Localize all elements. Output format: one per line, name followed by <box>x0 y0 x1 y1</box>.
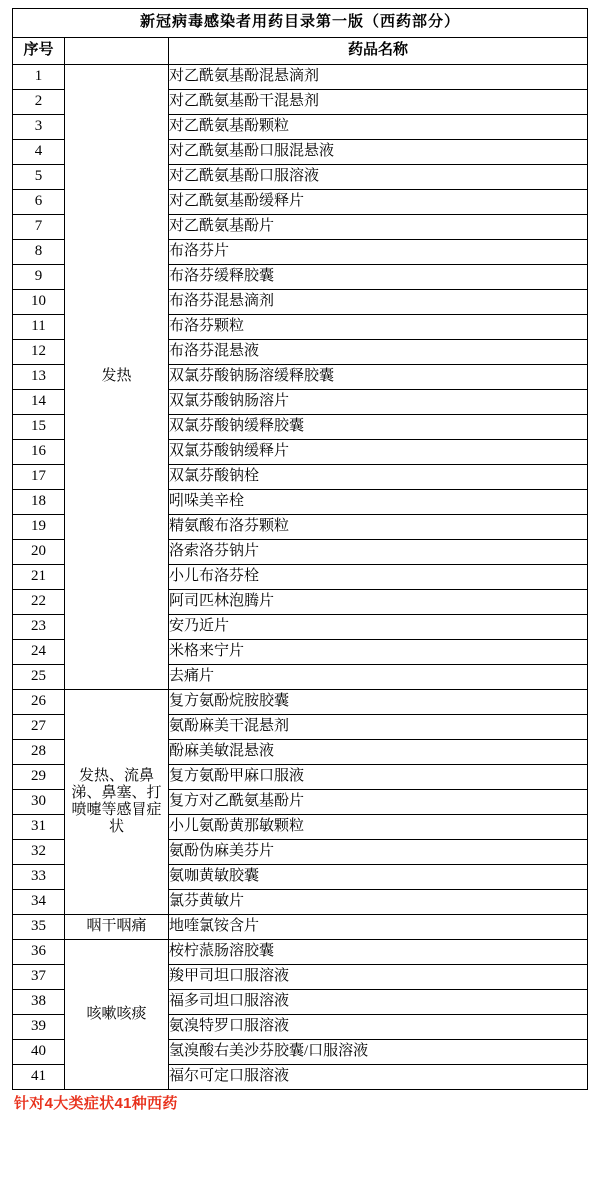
cell-row-number: 24 <box>13 640 65 665</box>
cell-row-number: 25 <box>13 665 65 690</box>
cell-drug-name: 氨酚伪麻美芬片 <box>169 840 588 865</box>
cell-drug-name: 吲哚美辛栓 <box>169 490 588 515</box>
cell-drug-name: 酚麻美敏混悬液 <box>169 740 588 765</box>
cell-category: 发热、流鼻涕、鼻塞、打喷嚏等感冒症状 <box>65 690 169 915</box>
cell-row-number: 22 <box>13 590 65 615</box>
table-row <box>13 915 588 940</box>
cell-row-number: 10 <box>13 290 65 315</box>
cell-drug-name: 小儿氨酚黄那敏颗粒 <box>169 815 588 840</box>
cell-drug-name: 双氯芬酸钠缓释片 <box>169 440 588 465</box>
cell-drug-name: 对乙酰氨基酚颗粒 <box>169 115 588 140</box>
cell-drug-name: 氨咖黄敏胶囊 <box>169 865 588 890</box>
cell-drug-name: 阿司匹林泡腾片 <box>169 590 588 615</box>
cell-drug-name: 布洛芬颗粒 <box>169 315 588 340</box>
cell-row-number: 28 <box>13 740 65 765</box>
cell-row-number: 23 <box>13 615 65 640</box>
header-row <box>13 38 588 65</box>
cell-drug-name: 布洛芬片 <box>169 240 588 265</box>
cell-row-number: 29 <box>13 765 65 790</box>
cell-drug-name: 对乙酰氨基酚混悬滴剂 <box>169 65 588 90</box>
table-row <box>13 690 588 715</box>
footnote: 针对4大类症状41种西药 <box>14 1095 178 1112</box>
table-body <box>13 9 588 1090</box>
cell-row-number: 19 <box>13 515 65 540</box>
table-row <box>13 940 588 965</box>
cell-drug-name: 对乙酰氨基酚缓释片 <box>169 190 588 215</box>
cell-row-number: 37 <box>13 965 65 990</box>
cell-drug-name: 布洛芬缓释胶囊 <box>169 265 588 290</box>
cell-drug-name: 精氨酸布洛芬颗粒 <box>169 515 588 540</box>
cell-row-number: 13 <box>13 365 65 390</box>
cell-row-number: 27 <box>13 715 65 740</box>
cell-row-number: 14 <box>13 390 65 415</box>
title-row <box>13 9 588 38</box>
cell-category: 咳嗽咳痰 <box>65 940 169 1090</box>
cell-drug-name: 福多司坦口服溶液 <box>169 990 588 1015</box>
cell-drug-name: 氢溴酸右美沙芬胶囊/口服溶液 <box>169 1040 588 1065</box>
cell-drug-name: 桉柠蒎肠溶胶囊 <box>169 940 588 965</box>
cell-row-number: 3 <box>13 115 65 140</box>
cell-row-number: 39 <box>13 1015 65 1040</box>
cell-drug-name: 羧甲司坦口服溶液 <box>169 965 588 990</box>
cell-row-number: 17 <box>13 465 65 490</box>
cell-row-number: 21 <box>13 565 65 590</box>
cell-row-number: 15 <box>13 415 65 440</box>
cell-row-number: 12 <box>13 340 65 365</box>
cell-drug-name: 双氯芬酸钠缓释胶囊 <box>169 415 588 440</box>
cell-row-number: 9 <box>13 265 65 290</box>
cell-row-number: 26 <box>13 690 65 715</box>
cell-row-number: 6 <box>13 190 65 215</box>
cell-row-number: 18 <box>13 490 65 515</box>
cell-row-number: 16 <box>13 440 65 465</box>
cell-row-number: 5 <box>13 165 65 190</box>
cell-row-number: 4 <box>13 140 65 165</box>
drug-catalog-table <box>12 8 588 1090</box>
cell-category: 咽干咽痛 <box>65 915 169 940</box>
cell-row-number: 36 <box>13 940 65 965</box>
cell-row-number: 34 <box>13 890 65 915</box>
cell-row-number: 40 <box>13 1040 65 1065</box>
cell-drug-name: 氨溴特罗口服溶液 <box>169 1015 588 1040</box>
cell-drug-name: 氨酚麻美干混悬剂 <box>169 715 588 740</box>
cell-drug-name: 双氯芬酸钠肠溶缓释胶囊 <box>169 365 588 390</box>
cell-category: 发热 <box>65 65 169 690</box>
cell-drug-name: 去痛片 <box>169 665 588 690</box>
cell-drug-name: 对乙酰氨基酚口服混悬液 <box>169 140 588 165</box>
cell-row-number: 7 <box>13 215 65 240</box>
cell-row-number: 32 <box>13 840 65 865</box>
cell-drug-name: 安乃近片 <box>169 615 588 640</box>
cell-row-number: 31 <box>13 815 65 840</box>
cell-row-number: 11 <box>13 315 65 340</box>
table-row <box>13 65 588 90</box>
cell-row-number: 38 <box>13 990 65 1015</box>
cell-drug-name: 复方氨酚烷胺胶囊 <box>169 690 588 715</box>
cell-drug-name: 洛索洛芬钠片 <box>169 540 588 565</box>
cell-row-number: 35 <box>13 915 65 940</box>
cell-drug-name: 小儿布洛芬栓 <box>169 565 588 590</box>
cell-row-number: 20 <box>13 540 65 565</box>
cell-drug-name: 双氯芬酸钠肠溶片 <box>169 390 588 415</box>
cell-drug-name: 对乙酰氨基酚口服溶液 <box>169 165 588 190</box>
column-header-category <box>65 38 169 65</box>
cell-row-number: 30 <box>13 790 65 815</box>
cell-drug-name: 对乙酰氨基酚干混悬剂 <box>169 90 588 115</box>
document-title: 新冠病毒感染者用药目录第一版（西药部分） <box>13 9 588 38</box>
cell-row-number: 8 <box>13 240 65 265</box>
column-header-drug-name: 药品名称 <box>169 38 588 65</box>
cell-row-number: 2 <box>13 90 65 115</box>
cell-drug-name: 氯芬黄敏片 <box>169 890 588 915</box>
cell-drug-name: 布洛芬混悬液 <box>169 340 588 365</box>
cell-drug-name: 米格来宁片 <box>169 640 588 665</box>
cell-drug-name: 双氯芬酸钠栓 <box>169 465 588 490</box>
cell-drug-name: 布洛芬混悬滴剂 <box>169 290 588 315</box>
cell-drug-name: 对乙酰氨基酚片 <box>169 215 588 240</box>
cell-row-number: 41 <box>13 1065 65 1090</box>
cell-row-number: 1 <box>13 65 65 90</box>
cell-drug-name: 福尔可定口服溶液 <box>169 1065 588 1090</box>
cell-drug-name: 复方对乙酰氨基酚片 <box>169 790 588 815</box>
cell-drug-name: 复方氨酚甲麻口服液 <box>169 765 588 790</box>
column-header-no: 序号 <box>13 38 65 65</box>
cell-drug-name: 地喹氯铵含片 <box>169 915 588 940</box>
cell-row-number: 33 <box>13 865 65 890</box>
